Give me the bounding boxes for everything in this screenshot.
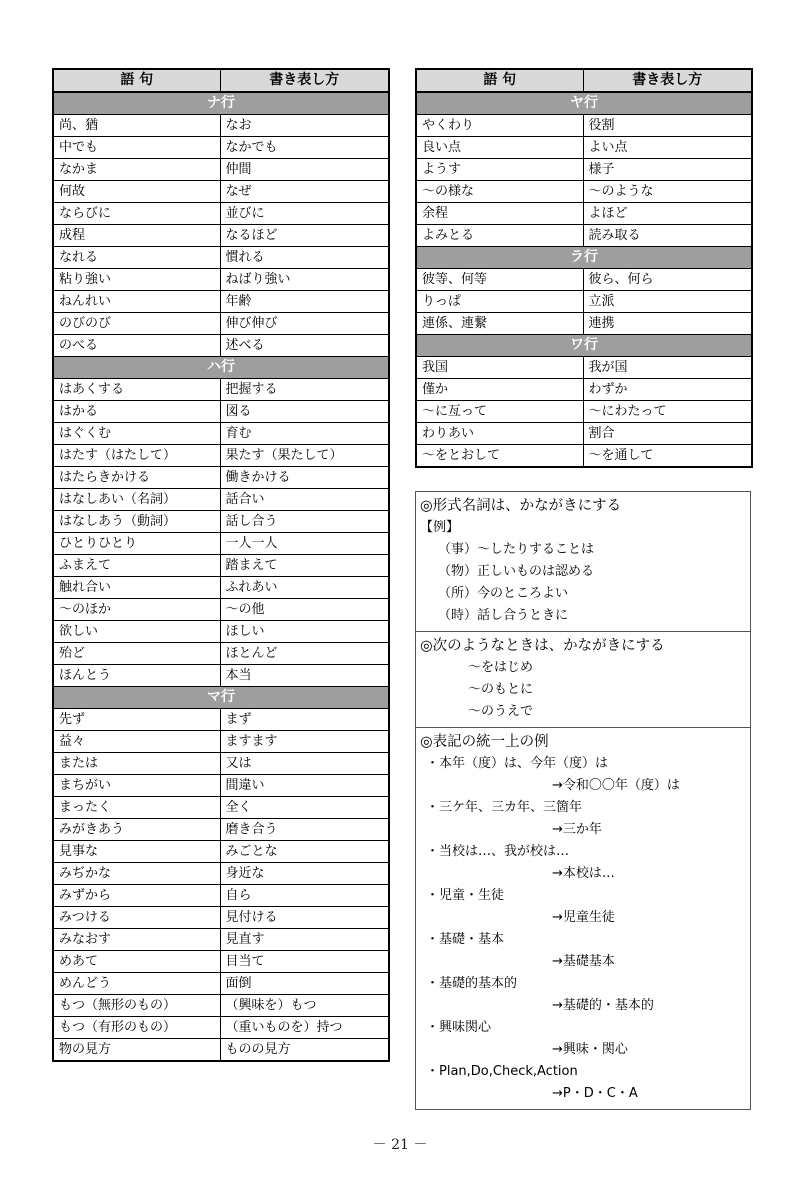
table-row xyxy=(416,137,752,159)
section-row xyxy=(416,247,752,269)
notation-unified: →基礎基本 xyxy=(552,954,615,969)
phrase-cell: はあくする xyxy=(53,379,220,401)
phrase-cell: まちがい xyxy=(53,775,220,797)
table-row xyxy=(53,1017,389,1039)
table-row xyxy=(416,225,752,247)
table-header-row xyxy=(416,69,752,92)
phrase-cell: みがきあう xyxy=(53,819,220,841)
phrase-cell: 良い点 xyxy=(416,137,583,159)
note-title: ◎次のようなときは、かながきにする xyxy=(420,638,665,654)
writing-cell: わずか xyxy=(583,379,752,401)
phrase-cell: 先ず xyxy=(53,709,220,731)
phrase-cell: または xyxy=(53,753,220,775)
writing-cell: 様子 xyxy=(583,159,752,181)
writing-cell: 割合 xyxy=(583,423,752,445)
section-heading: マ行 xyxy=(53,687,389,709)
table-row xyxy=(416,423,752,445)
table-row xyxy=(53,863,389,885)
table-row xyxy=(53,885,389,907)
example-item: （物）正しいものは認める xyxy=(438,564,595,579)
table-row xyxy=(53,753,389,775)
writing-cell: ～の他 xyxy=(220,599,389,621)
writing-cell: 踏まえて xyxy=(220,555,389,577)
phrase-cell: 欲しい xyxy=(53,621,220,643)
writing-cell: 目当て xyxy=(220,951,389,973)
writing-cell: 自ら xyxy=(220,885,389,907)
page-number: － 21 － xyxy=(372,1137,428,1153)
section-row xyxy=(416,92,752,115)
table-row xyxy=(416,269,752,291)
writing-cell: 読み取る xyxy=(583,225,752,247)
writing-cell: 果たす（果たして） xyxy=(220,445,389,467)
phrase-cell: 成程 xyxy=(53,225,220,247)
phrase-cell: 我国 xyxy=(416,357,583,379)
phrase-cell: もつ（無形のもの） xyxy=(53,995,220,1017)
notation-unified: →基礎的・基本的 xyxy=(552,998,654,1013)
writing-cell: 年齢 xyxy=(220,291,389,313)
writing-cell: 育む xyxy=(220,423,389,445)
writing-cell: 我が国 xyxy=(583,357,752,379)
section-row xyxy=(416,335,752,357)
phrase-cell: はぐくむ xyxy=(53,423,220,445)
writing-cell: ものの見方 xyxy=(220,1039,389,1062)
kana-case-item: ～のうえで xyxy=(468,704,534,719)
notation-unified: →P・D・C・A xyxy=(552,1086,638,1101)
table-row xyxy=(416,313,752,335)
writing-cell: 見付ける xyxy=(220,907,389,929)
table-row xyxy=(416,203,752,225)
writing-cell: ～のような xyxy=(583,181,752,203)
left-vocab-table xyxy=(52,68,390,1062)
writing-cell: ふれあい xyxy=(220,577,389,599)
writing-cell: ほとんど xyxy=(220,643,389,665)
table-row xyxy=(53,247,389,269)
table-row xyxy=(416,401,752,423)
table-row xyxy=(416,115,752,137)
table-row xyxy=(53,1039,389,1062)
phrase-cell: ～に亙って xyxy=(416,401,583,423)
phrase-cell: りっぱ xyxy=(416,291,583,313)
writing-cell: 一人一人 xyxy=(220,533,389,555)
phrase-cell: 連係、連繋 xyxy=(416,313,583,335)
table-row xyxy=(53,643,389,665)
phrase-cell: みつける xyxy=(53,907,220,929)
writing-cell: 把握する xyxy=(220,379,389,401)
kana-case-item: ～をはじめ xyxy=(468,660,534,675)
table-row xyxy=(53,841,389,863)
phrase-cell: 僅か xyxy=(416,379,583,401)
phrase-cell: はたらきかける xyxy=(53,467,220,489)
notation-unified: →令和〇〇年（度）は xyxy=(552,778,680,793)
section-heading: ラ行 xyxy=(416,247,752,269)
section-heading: ワ行 xyxy=(416,335,752,357)
note-title: ◎形式名詞は、かながきにする xyxy=(420,498,622,514)
section-row xyxy=(53,687,389,709)
phrase-cell: みぢかな xyxy=(53,863,220,885)
notes-panel xyxy=(415,491,751,1110)
table-row xyxy=(53,995,389,1017)
notation-unified: →興味・関心 xyxy=(552,1042,628,1057)
phrase-cell: のべる xyxy=(53,335,220,357)
table-row xyxy=(53,159,389,181)
table-row xyxy=(53,379,389,401)
phrase-cell: ふまえて xyxy=(53,555,220,577)
section-row xyxy=(53,357,389,379)
writing-cell: 仲間 xyxy=(220,159,389,181)
writing-cell: （重いものを）持つ xyxy=(220,1017,389,1039)
writing-column-header: 書き表し方 xyxy=(220,69,389,92)
writing-cell: 伸び伸び xyxy=(220,313,389,335)
notation-original: ・児童・生徒 xyxy=(426,888,505,903)
phrase-cell: やくわり xyxy=(416,115,583,137)
notation-unified: →本校は… xyxy=(552,866,615,881)
notation-original: ・Plan,Do,Check,Action xyxy=(426,1064,578,1079)
table-row xyxy=(53,313,389,335)
writing-cell: よい点 xyxy=(583,137,752,159)
writing-cell: 見直す xyxy=(220,929,389,951)
writing-cell: なるほど xyxy=(220,225,389,247)
notation-original: ・三ケ年、三カ年、三箇年 xyxy=(426,800,583,815)
table-row xyxy=(53,115,389,137)
notation-unified: →児童生徒 xyxy=(552,910,615,925)
phrase-cell: はかる xyxy=(53,401,220,423)
notation-unified: →三か年 xyxy=(552,822,602,837)
writing-cell: ほしい xyxy=(220,621,389,643)
writing-cell: 役割 xyxy=(583,115,752,137)
phrase-cell: よみとる xyxy=(416,225,583,247)
table-row xyxy=(53,819,389,841)
example-label: 【例】 xyxy=(420,520,460,535)
phrase-cell: 益々 xyxy=(53,731,220,753)
section-heading: ヤ行 xyxy=(416,92,752,115)
writing-cell: （興味を）もつ xyxy=(220,995,389,1017)
phrase-cell: わりあい xyxy=(416,423,583,445)
phrase-cell: みずから xyxy=(53,885,220,907)
table-row xyxy=(53,577,389,599)
writing-cell: 並びに xyxy=(220,203,389,225)
unified-notation-note xyxy=(416,728,750,1109)
formal-noun-note xyxy=(416,492,750,632)
phrase-cell: 見事な xyxy=(53,841,220,863)
table-row xyxy=(416,357,752,379)
phrase-cell: なかま xyxy=(53,159,220,181)
phrase-cell: めあて xyxy=(53,951,220,973)
table-row xyxy=(53,181,389,203)
writing-cell: まず xyxy=(220,709,389,731)
phrase-cell: 尚、猶 xyxy=(53,115,220,137)
example-item: （所）今のところよい xyxy=(438,586,569,601)
section-row xyxy=(53,92,389,115)
table-row xyxy=(53,665,389,687)
table-row xyxy=(416,181,752,203)
phrase-cell: 何故 xyxy=(53,181,220,203)
phrase-cell: ～のほか xyxy=(53,599,220,621)
table-row xyxy=(53,599,389,621)
writing-cell: 身近な xyxy=(220,863,389,885)
phrase-cell: はたす（はたして） xyxy=(53,445,220,467)
writing-cell: 又は xyxy=(220,753,389,775)
phrase-column-header: 語 句 xyxy=(416,69,583,92)
writing-cell: みごとな xyxy=(220,841,389,863)
table-row xyxy=(53,797,389,819)
table-row xyxy=(53,225,389,247)
phrase-cell: 物の見方 xyxy=(53,1039,220,1062)
right-vocab-table xyxy=(415,68,753,468)
writing-cell: 話し合う xyxy=(220,511,389,533)
note-title: ◎表記の統一上の例 xyxy=(420,734,549,750)
table-row xyxy=(53,533,389,555)
table-row xyxy=(53,929,389,951)
kana-case-item: ～のもとに xyxy=(468,682,534,697)
writing-cell: よほど xyxy=(583,203,752,225)
table-row xyxy=(53,335,389,357)
section-heading: ハ行 xyxy=(53,357,389,379)
phrase-cell: なれる xyxy=(53,247,220,269)
section-heading: ナ行 xyxy=(53,92,389,115)
writing-cell: 連携 xyxy=(583,313,752,335)
phrase-cell: ひとりひとり xyxy=(53,533,220,555)
writing-cell: ねばり強い xyxy=(220,269,389,291)
table-row xyxy=(53,489,389,511)
writing-cell: ますます xyxy=(220,731,389,753)
table-header-row xyxy=(53,69,389,92)
writing-cell: 図る xyxy=(220,401,389,423)
example-item: （時）話し合うときに xyxy=(438,608,569,623)
notation-original: ・基礎・基本 xyxy=(426,932,505,947)
table-row xyxy=(416,291,752,313)
kana-cases-note xyxy=(416,632,750,728)
writing-cell: 磨き合う xyxy=(220,819,389,841)
writing-cell: 慣れる xyxy=(220,247,389,269)
notation-original: ・基礎的基本的 xyxy=(426,976,518,991)
writing-column-header: 書き表し方 xyxy=(583,69,752,92)
phrase-cell: 粘り強い xyxy=(53,269,220,291)
phrase-cell: ようす xyxy=(416,159,583,181)
phrase-cell: のびのび xyxy=(53,313,220,335)
table-row xyxy=(53,401,389,423)
writing-cell: 全く xyxy=(220,797,389,819)
table-row xyxy=(53,423,389,445)
writing-cell: 働きかける xyxy=(220,467,389,489)
phrase-cell: 彼等、何等 xyxy=(416,269,583,291)
table-row xyxy=(53,467,389,489)
phrase-cell: みなおす xyxy=(53,929,220,951)
writing-cell: 彼ら、何ら xyxy=(583,269,752,291)
table-row xyxy=(416,445,752,468)
notation-original: ・本年（度）は、今年（度）は xyxy=(426,756,609,771)
phrase-cell: めんどう xyxy=(53,973,220,995)
writing-cell: 本当 xyxy=(220,665,389,687)
writing-cell: 立派 xyxy=(583,291,752,313)
table-row xyxy=(416,379,752,401)
phrase-cell: 触れ合い xyxy=(53,577,220,599)
writing-cell: 述べる xyxy=(220,335,389,357)
table-row xyxy=(416,159,752,181)
phrase-cell: 殆ど xyxy=(53,643,220,665)
table-row xyxy=(53,511,389,533)
table-row xyxy=(53,775,389,797)
table-row xyxy=(53,951,389,973)
table-row xyxy=(53,731,389,753)
writing-cell: 間違い xyxy=(220,775,389,797)
writing-cell: 話合い xyxy=(220,489,389,511)
table-row xyxy=(53,973,389,995)
notation-original: ・当校は…、我が校は… xyxy=(426,844,570,859)
writing-cell: なぜ xyxy=(220,181,389,203)
phrase-cell: ほんとう xyxy=(53,665,220,687)
phrase-cell: はなしあう（動詞） xyxy=(53,511,220,533)
writing-cell: なお xyxy=(220,115,389,137)
phrase-column-header: 語 句 xyxy=(53,69,220,92)
phrase-cell: ～をとおして xyxy=(416,445,583,468)
table-row xyxy=(53,907,389,929)
phrase-cell: ～の様な xyxy=(416,181,583,203)
phrase-cell: 中でも xyxy=(53,137,220,159)
table-row xyxy=(53,137,389,159)
writing-cell: ～を通して xyxy=(583,445,752,468)
table-row xyxy=(53,291,389,313)
phrase-cell: まったく xyxy=(53,797,220,819)
table-row xyxy=(53,709,389,731)
writing-cell: 面倒 xyxy=(220,973,389,995)
example-item: （事）～したりすることは xyxy=(438,542,595,557)
table-row xyxy=(53,621,389,643)
table-row xyxy=(53,555,389,577)
phrase-cell: 余程 xyxy=(416,203,583,225)
phrase-cell: ならびに xyxy=(53,203,220,225)
table-row xyxy=(53,445,389,467)
writing-cell: なかでも xyxy=(220,137,389,159)
writing-cell: ～にわたって xyxy=(583,401,752,423)
table-row xyxy=(53,269,389,291)
phrase-cell: もつ（有形のもの） xyxy=(53,1017,220,1039)
phrase-cell: はなしあい（名詞） xyxy=(53,489,220,511)
notation-original: ・興味関心 xyxy=(426,1020,492,1035)
table-row xyxy=(53,203,389,225)
phrase-cell: ねんれい xyxy=(53,291,220,313)
